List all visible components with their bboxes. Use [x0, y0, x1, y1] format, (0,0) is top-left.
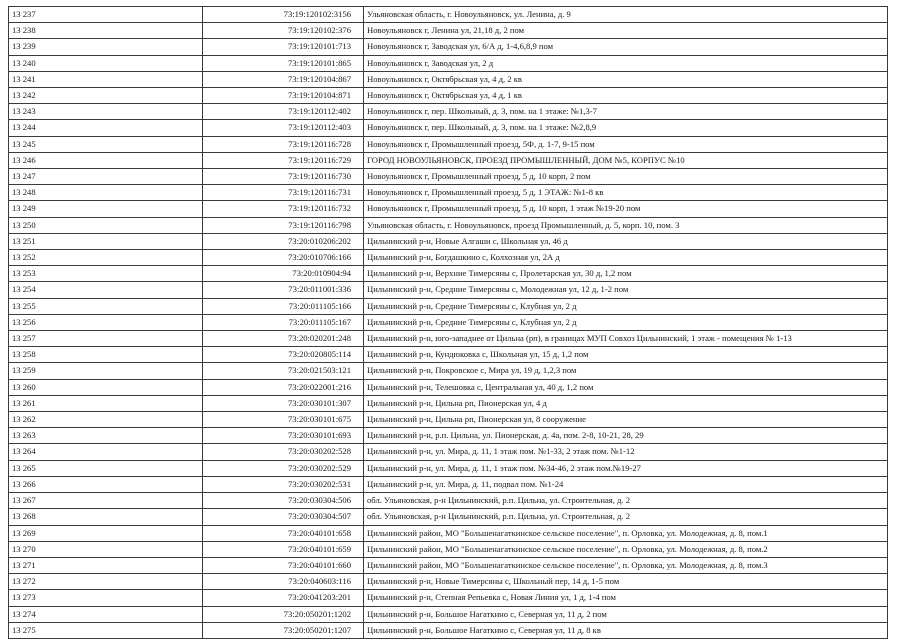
row-number-cell: 13 259: [9, 363, 203, 379]
table-row: [9, 104, 888, 120]
row-number-cell: 13 270: [9, 541, 203, 557]
address-cell: Цильнинский р-н, юго-западнее от Цильна (рп), в границах МУП Совхоз Цильнинский, 1 этаж - помещения № 1-13: [364, 331, 888, 347]
table-row: [9, 460, 888, 476]
cadastral-number-cell: 73:19:120104:871: [203, 88, 364, 104]
table-row: [9, 444, 888, 460]
registry-table-body: [9, 7, 888, 639]
address-cell: обл. Ульяновская, р-н Цильнинский, р.п. Цильна, ул. Строительная, д. 2: [364, 493, 888, 509]
cadastral-number-cell: 73:20:011105:167: [203, 314, 364, 330]
address-cell: Цильнинский р-н, Новые Тимерсяны с, Школьный пер, 14 д, 1-5 пом: [364, 574, 888, 590]
address-cell: Новоульяновск г, Промышленный проезд, 5 д, 1 ЭТАЖ: №1-8 кв: [364, 185, 888, 201]
table-row: [9, 266, 888, 282]
address-cell: Цильнинский р-н, Большое Нагаткино с, Северная ул, 11 д, 2 пом: [364, 606, 888, 622]
row-number-cell: 13 272: [9, 574, 203, 590]
address-cell: Новоульяновск г, Ленина ул, 21,18 д, 2 пом: [364, 23, 888, 39]
row-number-cell: 13 254: [9, 282, 203, 298]
row-number-cell: 13 240: [9, 55, 203, 71]
cadastral-number-cell: 73:20:030202:531: [203, 476, 364, 492]
row-number-cell: 13 255: [9, 298, 203, 314]
table-row: [9, 574, 888, 590]
address-cell: Цильнинский район, МО "Большенагаткинское сельское поселение", п. Орловка, ул. Молодежная, д. 8, пом.1: [364, 525, 888, 541]
address-cell: Цильнинский район, МО "Большенагаткинское сельское поселение", п. Орловка, ул. Молодежная, д. 8, пом.2: [364, 541, 888, 557]
address-cell: Цильнинский р-н, ул. Мира, д. 11, 1 этаж пом. №34-46, 2 этаж пом.№19-27: [364, 460, 888, 476]
cadastral-number-cell: 73:20:030304:506: [203, 493, 364, 509]
row-number-cell: 13 247: [9, 169, 203, 185]
table-row: [9, 136, 888, 152]
row-number-cell: 13 249: [9, 201, 203, 217]
cadastral-number-cell: 73:20:040101:658: [203, 525, 364, 541]
cadastral-number-cell: 73:20:021503:121: [203, 363, 364, 379]
row-number-cell: 13 241: [9, 71, 203, 87]
cadastral-number-cell: 73:20:030202:529: [203, 460, 364, 476]
table-row: [9, 493, 888, 509]
row-number-cell: 13 271: [9, 557, 203, 573]
table-row: [9, 509, 888, 525]
address-cell: Новоульяновск г, Заводская ул, 6/А д, 1-4,6,8,9 пом: [364, 39, 888, 55]
row-number-cell: 13 239: [9, 39, 203, 55]
table-row: [9, 606, 888, 622]
address-cell: Цильнинский р-н, Верхние Тимерсяны с, Пролетарская ул, 30 д, 1,2 пом: [364, 266, 888, 282]
table-row: [9, 412, 888, 428]
table-row: [9, 622, 888, 638]
row-number-cell: 13 252: [9, 250, 203, 266]
cadastral-number-cell: 73:19:120116:731: [203, 185, 364, 201]
address-cell: Цильнинский р-н, Большое Нагаткино с, Северная ул, 11 д, 8 кв: [364, 622, 888, 638]
cadastral-number-cell: 73:20:022001:216: [203, 379, 364, 395]
row-number-cell: 13 257: [9, 331, 203, 347]
table-row: [9, 55, 888, 71]
address-cell: Цильнинский р-н, ул. Мира, д. 11, подвал пом. №1-24: [364, 476, 888, 492]
cadastral-number-cell: 73:20:011105:166: [203, 298, 364, 314]
cadastral-number-cell: 73:20:010904:94: [203, 266, 364, 282]
table-row: [9, 282, 888, 298]
table-row: [9, 120, 888, 136]
cadastral-number-cell: 73:19:120116:730: [203, 169, 364, 185]
row-number-cell: 13 243: [9, 104, 203, 120]
address-cell: Цильнинский район, МО "Большенагаткинское сельское поселение", п. Орловка, ул. Молодежная, д. 8, пом.3: [364, 557, 888, 573]
cadastral-number-cell: 73:20:030202:528: [203, 444, 364, 460]
address-cell: Цильнинский р-н, Средние Тимерсяны с, Молодежная ул, 12 д, 1-2 пом: [364, 282, 888, 298]
address-cell: Цильнинский р-н, Цильна рп, Пионерская ул, 8 сооружение: [364, 412, 888, 428]
row-number-cell: 13 260: [9, 379, 203, 395]
row-number-cell: 13 242: [9, 88, 203, 104]
address-cell: Ульяновская область, г. Новоульяновск, проезд Промышленный, д. 5, корп. 10, пом. 3: [364, 217, 888, 233]
cadastral-number-cell: 73:20:010706:166: [203, 250, 364, 266]
registry-table: [8, 6, 888, 639]
cadastral-number-cell: 73:19:120116:728: [203, 136, 364, 152]
row-number-cell: 13 265: [9, 460, 203, 476]
cadastral-number-cell: 73:19:120102:376: [203, 23, 364, 39]
address-cell: Цильнинский р-н, Покровское с, Мира ул, 19 д, 1,2,3 пом: [364, 363, 888, 379]
row-number-cell: 13 248: [9, 185, 203, 201]
cadastral-number-cell: 73:20:050201:1202: [203, 606, 364, 622]
row-number-cell: 13 256: [9, 314, 203, 330]
address-cell: Новоульяновск г, Октябрьская ул, 4 д, 2 кв: [364, 71, 888, 87]
table-row: [9, 428, 888, 444]
address-cell: Цильнинский р-н, Цильна рп, Пионерская ул, 4 д: [364, 395, 888, 411]
address-cell: Новоульяновск г, пер. Школьный, д. 3, пом. на 1 этаже: №2,8,9: [364, 120, 888, 136]
row-number-cell: 13 273: [9, 590, 203, 606]
row-number-cell: 13 267: [9, 493, 203, 509]
address-cell: Цильнинский р-н, Новые Алгаши с, Школьная ул, 46 д: [364, 233, 888, 249]
address-cell: Новоульяновск г, Промышленный проезд, 5 д, 10 корп, 1 этаж №19-20 пом: [364, 201, 888, 217]
address-cell: Цильнинский р-н, Телешовка с, Центральная ул, 40 д, 1,2 пом: [364, 379, 888, 395]
table-row: [9, 331, 888, 347]
cadastral-number-cell: 73:19:120112:403: [203, 120, 364, 136]
table-row: [9, 379, 888, 395]
cadastral-number-cell: 73:19:120112:402: [203, 104, 364, 120]
cadastral-number-cell: 73:20:041203:201: [203, 590, 364, 606]
row-number-cell: 13 264: [9, 444, 203, 460]
cadastral-number-cell: 73:20:040101:659: [203, 541, 364, 557]
address-cell: обл. Ульяновская, р-н Цильнинский, р.п. Цильна, ул. Строительная, д. 2: [364, 509, 888, 525]
cadastral-number-cell: 73:20:040101:660: [203, 557, 364, 573]
cadastral-number-cell: 73:19:120116:732: [203, 201, 364, 217]
cadastral-number-cell: 73:20:020201:248: [203, 331, 364, 347]
table-row: [9, 88, 888, 104]
address-cell: ГОРОД НОВОУЛЬЯНОВСК, ПРОЕЗД ПРОМЫШЛЕННЫЙ, ДОМ №5, КОРПУС №10: [364, 152, 888, 168]
address-cell: Цильнинский р-н, р.п. Цильна, ул. Пионерская, д. 4а, пом. 2-8, 10-21, 28, 29: [364, 428, 888, 444]
table-row: [9, 152, 888, 168]
table-row: [9, 217, 888, 233]
cadastral-number-cell: 73:19:120104:867: [203, 71, 364, 87]
address-cell: Цильнинский р-н, Кундюковка с, Школьная ул, 15 д, 1,2 пом: [364, 347, 888, 363]
address-cell: Цильнинский р-н, Степная Репьевка с, Новая Линия ул, 1 д, 1-4 пом: [364, 590, 888, 606]
row-number-cell: 13 246: [9, 152, 203, 168]
address-cell: Цильнинский р-н, Средние Тимерсяны с, Клубная ул, 2 д: [364, 298, 888, 314]
row-number-cell: 13 263: [9, 428, 203, 444]
table-row: [9, 298, 888, 314]
cadastral-number-cell: 73:20:040603:116: [203, 574, 364, 590]
row-number-cell: 13 253: [9, 266, 203, 282]
address-cell: Новоульяновск г, пер. Школьный, д. 3, пом. на 1 этаже: №1,3-7: [364, 104, 888, 120]
row-number-cell: 13 251: [9, 233, 203, 249]
table-row: [9, 363, 888, 379]
table-row: [9, 590, 888, 606]
table-row: [9, 201, 888, 217]
address-cell: Ульяновская область, г. Новоульяновск, ул. Ленина, д. 9: [364, 7, 888, 23]
cadastral-number-cell: 73:19:120102:3156: [203, 7, 364, 23]
table-row: [9, 71, 888, 87]
address-cell: Новоульяновск г, Промышленный проезд, 5 д, 10 корп, 2 пом: [364, 169, 888, 185]
row-number-cell: 13 258: [9, 347, 203, 363]
table-row: [9, 169, 888, 185]
cadastral-number-cell: 73:20:010206:202: [203, 233, 364, 249]
row-number-cell: 13 269: [9, 525, 203, 541]
table-row: [9, 23, 888, 39]
cadastral-number-cell: 73:20:030304:507: [203, 509, 364, 525]
cadastral-number-cell: 73:20:030101:307: [203, 395, 364, 411]
row-number-cell: 13 268: [9, 509, 203, 525]
cadastral-number-cell: 73:20:011001:336: [203, 282, 364, 298]
address-cell: Новоульяновск г, Заводская ул, 2 д: [364, 55, 888, 71]
cadastral-number-cell: 73:20:030101:675: [203, 412, 364, 428]
row-number-cell: 13 261: [9, 395, 203, 411]
row-number-cell: 13 250: [9, 217, 203, 233]
address-cell: Цильнинский р-н, Средние Тимерсяны с, Клубная ул, 2 д: [364, 314, 888, 330]
cadastral-number-cell: 73:19:120101:713: [203, 39, 364, 55]
table-row: [9, 557, 888, 573]
address-cell: Цильнинский р-н, ул. Мира, д. 11, 1 этаж пом. №1-33, 2 этаж пом. №1-12: [364, 444, 888, 460]
table-row: [9, 39, 888, 55]
table-row: [9, 185, 888, 201]
table-row: [9, 541, 888, 557]
table-row: [9, 250, 888, 266]
address-cell: Новоульяновск г, Октябрьская ул, 4 д, 1 кв: [364, 88, 888, 104]
table-row: [9, 7, 888, 23]
cadastral-number-cell: 73:20:050201:1207: [203, 622, 364, 638]
cadastral-number-cell: 73:20:030101:693: [203, 428, 364, 444]
table-row: [9, 395, 888, 411]
cadastral-number-cell: 73:20:020805:114: [203, 347, 364, 363]
address-cell: Новоульяновск г, Промышленный проезд, 5Ф, д. 1-7, 9-15 пом: [364, 136, 888, 152]
table-row: [9, 476, 888, 492]
row-number-cell: 13 274: [9, 606, 203, 622]
address-cell: Цильнинский р-н, Богдашкино с, Колхозная ул, 2А д: [364, 250, 888, 266]
row-number-cell: 13 238: [9, 23, 203, 39]
row-number-cell: 13 275: [9, 622, 203, 638]
row-number-cell: 13 266: [9, 476, 203, 492]
registry-sheet: [8, 6, 887, 639]
row-number-cell: 13 237: [9, 7, 203, 23]
table-row: [9, 347, 888, 363]
row-number-cell: 13 245: [9, 136, 203, 152]
table-row: [9, 233, 888, 249]
cadastral-number-cell: 73:19:120116:729: [203, 152, 364, 168]
cadastral-number-cell: 73:19:120116:798: [203, 217, 364, 233]
row-number-cell: 13 262: [9, 412, 203, 428]
table-row: [9, 314, 888, 330]
cadastral-number-cell: 73:19:120101:865: [203, 55, 364, 71]
row-number-cell: 13 244: [9, 120, 203, 136]
table-row: [9, 525, 888, 541]
